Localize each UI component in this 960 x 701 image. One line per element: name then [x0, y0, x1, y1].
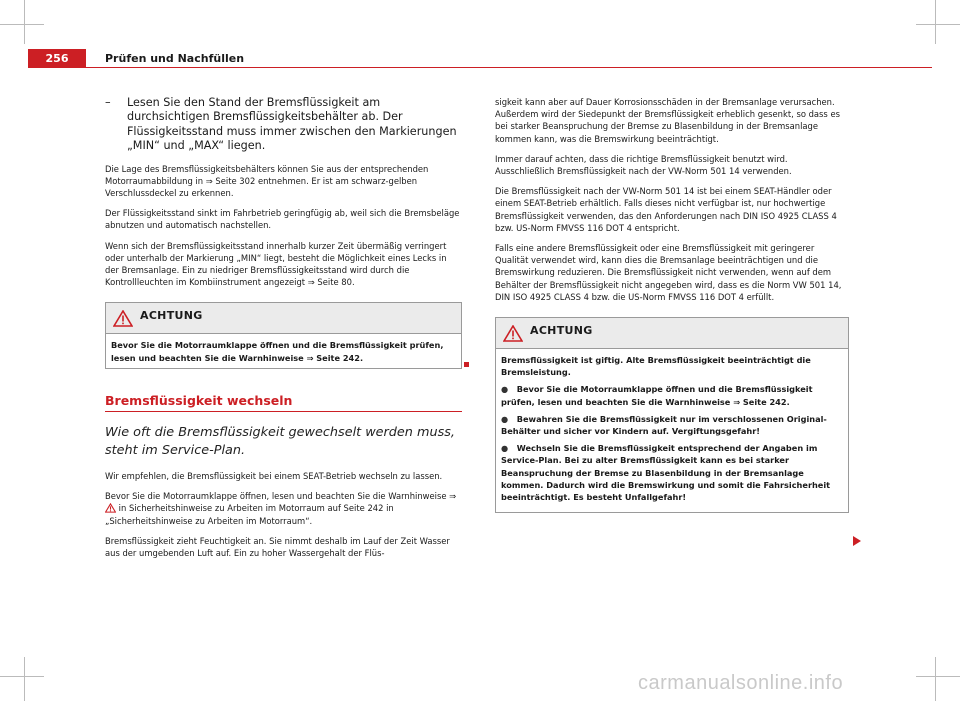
crop-mark: [935, 657, 936, 701]
crop-mark: [24, 0, 25, 44]
warning-bullet: ● Wechseln Sie die Bremsflüssigkeit entsprechend der Angaben im Service-Plan. Bei zu alter Bremsflüssigkeit kann es bei starker Beanspruchung der Bremse zu Blasenbildung in der Bremsanlage kommen. Dadurch wird die Bremswirkung und somit die Fahrsicherheit beeinträchtigt. Es besteht Unfallgefahr!: [501, 443, 831, 503]
warning-text: [496, 349, 848, 512]
left-column: [105, 96, 462, 567]
warning-triangle-icon: [105, 503, 116, 513]
crop-mark: [916, 676, 960, 677]
right-column: [495, 96, 849, 523]
crop-mark: [916, 24, 960, 25]
section-end-marker: [464, 362, 469, 367]
warning-label: ACHTUNG: [530, 324, 593, 338]
warning-bullet: ● Bewahren Sie die Bremsflüssigkeit nur im verschlossenen Original-Behälter und sicher vor Kindern auf. Vergiftungsgefahr!: [501, 413, 827, 437]
crop-mark: [935, 0, 936, 44]
warning-triangle-icon: [503, 325, 523, 342]
crop-mark: [24, 657, 25, 701]
header-rule: [86, 67, 932, 68]
page-number: 256: [28, 49, 86, 68]
paragraph: Immer darauf achten, dass die richtige Bremsflüssigkeit benutzt wird. Ausschließlich Bremsflüssigkeit nach der VW-Norm 501 14 verwenden.: [495, 153, 792, 177]
warning-label: ACHTUNG: [140, 309, 203, 323]
warning-bullet: ● Bevor Sie die Motorraumklappe öffnen und die Bremsflüssigkeit prüfen, lesen und beachten Sie die Warnhinweise ⇒ Seite 242.: [501, 384, 813, 407]
warning-text: Bevor Sie die Motorraumklappe öffnen und die Bremsflüssigkeit prüfen, lesen und beachten Sie die Warnhinweise ⇒ Seite 242.: [111, 340, 444, 363]
paragraph: Wenn sich der Bremsflüssigkeitsstand innerhalb kurzer Zeit übermäßig verringert oder unterhalb der Markierung „MIN“ liegt, besteht die Möglichkeit eines Lecks in der Bremsanlage. Ein zu niedriger Bremsflüssigkeitsstand wird durch die Kontrollleuchten im Kombiinstrument angezeigt ⇒ Seite 80.: [105, 240, 447, 288]
section-intro: Wie oft die Bremsflüssigkeit gewechselt werden muss, steht im Service-Plan.: [105, 425, 455, 459]
watermark: carmanualsonline.info: [638, 672, 844, 694]
paragraph: Bevor Sie die Motorraumklappe öffnen, lesen und beachten Sie die Warnhinweise ⇒ in Sicherheitshinweise zu Arbeiten im Motorraum auf Seite 242 in „Sicherheitshinweise zu Arbeiten im Motorraum“.: [105, 491, 457, 526]
warning-lead: Bremsflüssigkeit ist giftig. Alte Bremsflüssigkeit beeinträchtigt die Bremsleistung.: [501, 355, 811, 378]
paragraph: Bremsflüssigkeit zieht Feuchtigkeit an. Sie nimmt deshalb im Lauf der Zeit Wasser aus der umgebenden Luft auf. Ein zu hoher Wassergehalt der Flüs-: [105, 535, 450, 559]
crop-mark: [0, 24, 44, 25]
paragraph: Wir empfehlen, die Bremsflüssigkeit bei einem SEAT-Betrieb wechseln zu lassen.: [105, 471, 443, 482]
crop-mark: [0, 676, 44, 677]
warning-header: [106, 303, 461, 334]
instruction-step: – Lesen Sie den Stand der Bremsflüssigkeit am durchsichtigen Bremsflüssigkeitsbehälter ab. Der Flüssigkeitsstand muss immer zwischen den Markierungen „MIN“ und „MAX“ liegen.: [105, 96, 457, 153]
paragraph: Die Lage des Bremsflüssigkeitsbehälters können Sie aus der entsprechenden Motorraumabbildung in ⇒ Seite 302 entnehmen. Er ist am schwarz-gelben Verschlussdeckel zu erkennen.: [105, 163, 429, 199]
paragraph: Die Bremsflüssigkeit nach der VW-Norm 501 14 ist bei einem SEAT-Händler oder einem SEAT-Betrieb erhältlich. Falls dieses nicht verfügbar ist, nur hochwertige Bremsflüssigkeit verwenden, das den Anforderungen nach DIN ISO 4925 CLASS 4 bzw. US-Norm FMVSS 116 DOT 4 entspricht.: [495, 186, 837, 233]
paragraph: sigkeit kann aber auf Dauer Korrosionsschäden in der Bremsanlage verursachen. Außerdem wird der Siedepunkt der Bremsflüssigkeit erheblich gesenkt, so dass es bei starker Beanspruchung der Bremse zu Blasenbildung in der Bremsanlage kommen kann, was die Bremswirkung beeinträchtigt.: [495, 97, 840, 144]
warning-triangle-icon: [113, 310, 133, 327]
section-title: Bremsflüssigkeit wechseln: [105, 395, 462, 412]
paragraph: Falls eine andere Bremsflüssigkeit oder eine Bremsflüssigkeit mit geringerer Qualität verwendet wird, kann dies die Bremsanlage beeinträchtigen und die Bremswirkung reduzieren. Die Bremsflüssigkeit nicht verwenden, wenn auf dem Behälter der Bremsflüssigkeit nicht angegeben wird, dass es die Norm VW 501 14, DIN ISO 4925 CLASS 4 bzw. die US-Norm FMVSS 116 DOT 4 erfüllt.: [495, 243, 842, 302]
paragraph: Der Flüssigkeitsstand sinkt im Fahrbetrieb geringfügig ab, weil sich die Bremsbeläge abnutzen und automatisch nachstellen.: [105, 208, 460, 231]
page-title: Prüfen und Nachfüllen: [105, 52, 245, 65]
continue-arrow-icon: [853, 536, 861, 546]
warning-box: [105, 302, 462, 368]
warning-header: [496, 318, 848, 349]
warning-box: [495, 317, 849, 513]
